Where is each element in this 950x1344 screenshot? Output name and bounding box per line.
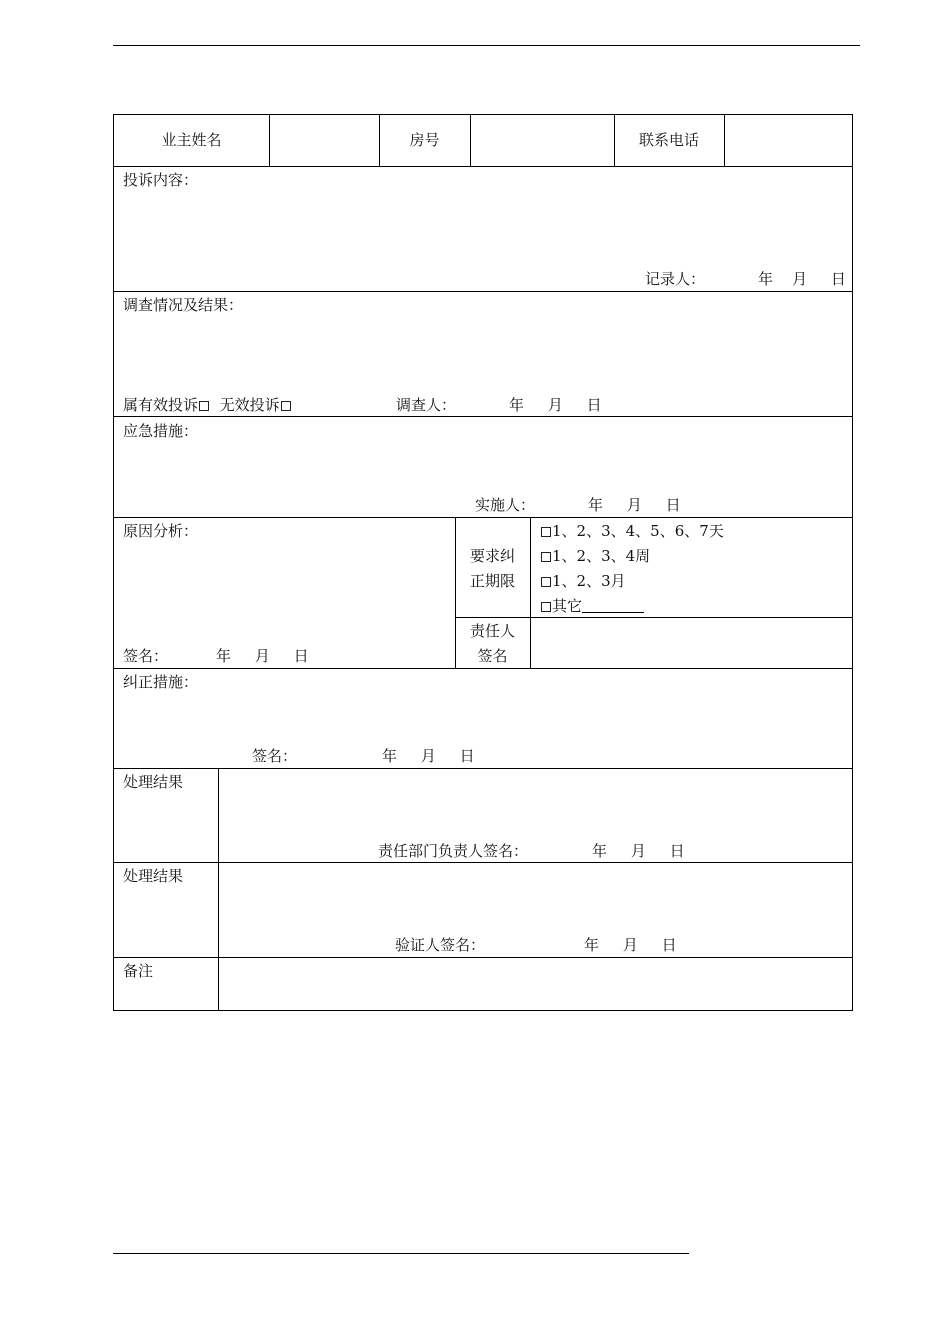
investigator-label: 调查人： [396,396,457,414]
room-field[interactable] [471,116,613,165]
corrective-measures-field[interactable] [122,693,842,743]
other-blank-field[interactable] [582,598,644,613]
remarks-label: 备注 [123,962,154,980]
phone-field[interactable] [725,116,851,165]
verification-result-label: 处理结果 [123,867,184,885]
row-divider [114,416,852,417]
implementer-label: 实施人： [475,496,536,514]
checkbox-icon[interactable] [541,577,551,587]
handling-result-field[interactable] [224,773,844,835]
cause-analysis-label: 原因分析： [123,522,199,540]
complaint-form [113,114,853,1011]
investigation-label: 调查情况及结果： [123,296,244,314]
verifier-sign-label: 验证人签名： [395,936,486,954]
cause-date: 年 月 日 [216,647,309,665]
corrective-sign-label: 签名： [252,747,298,765]
responsible-sign-field[interactable] [531,618,851,667]
row-divider [114,768,852,769]
header-rule [113,45,860,46]
complaint-date: 年 月 日 [758,270,846,288]
corrective-date: 年 月 日 [382,747,475,765]
emergency-measures-label: 应急措施： [123,422,199,440]
cause-analysis-field[interactable] [122,542,447,642]
row-divider [114,166,852,167]
complaint-content-label: 投诉内容： [123,171,199,189]
deadline-option-days: 1、2、3、4、5、6、7天 [540,522,724,540]
emergency-measures-field[interactable] [122,442,842,492]
row-divider [114,668,852,669]
checkbox-icon[interactable] [541,552,551,562]
verification-date: 年 月 日 [584,936,677,954]
footer-rule [113,1253,689,1254]
valid-complaint-checkbox[interactable] [199,401,209,411]
deadline-option-months: 1、2、3月 [540,572,626,590]
complaint-content-field[interactable] [122,191,842,267]
recorder-label: 记录人： [645,270,706,288]
valid-complaint-label: 属有效投诉 [123,396,199,414]
verification-result-field[interactable] [224,867,844,929]
investigation-date: 年 月 日 [509,396,602,414]
deadline-label-line1: 要求纠 [469,547,515,565]
row-divider [114,862,852,863]
handling-result-label: 处理结果 [123,773,184,791]
checkbox-icon[interactable] [541,527,551,537]
cause-sign-label: 签名： [123,647,169,665]
owner-name-label: 业主姓名 [161,131,222,149]
investigation-field[interactable] [122,316,842,392]
col-divider [218,768,219,1010]
row-divider [114,957,852,958]
phone-label: 联系电话 [638,131,699,149]
dept-head-sign-label: 责任部门负责人签名： [378,842,529,860]
remarks-field[interactable] [224,961,844,1007]
room-label: 房号 [409,131,440,149]
checkbox-icon[interactable] [541,602,551,612]
corrective-measures-label: 纠正措施： [123,673,199,691]
responsible-sign-label-line1: 责任人 [469,622,515,640]
row-divider [114,517,852,518]
deadline-option-other: 其它 [540,597,644,615]
owner-name-field[interactable] [270,116,378,165]
deadline-option-weeks: 1、2、3、4周 [540,547,650,565]
row-divider [114,291,852,292]
valid-complaint-option [123,396,292,414]
col-divider [455,517,456,668]
handling-result-date: 年 月 日 [592,842,685,860]
invalid-complaint-label: 无效投诉 [219,396,280,414]
emergency-date: 年 月 日 [588,496,681,514]
responsible-sign-label-line2: 签名 [477,647,508,665]
deadline-label-line2: 正期限 [469,572,515,590]
invalid-complaint-checkbox[interactable] [281,401,291,411]
